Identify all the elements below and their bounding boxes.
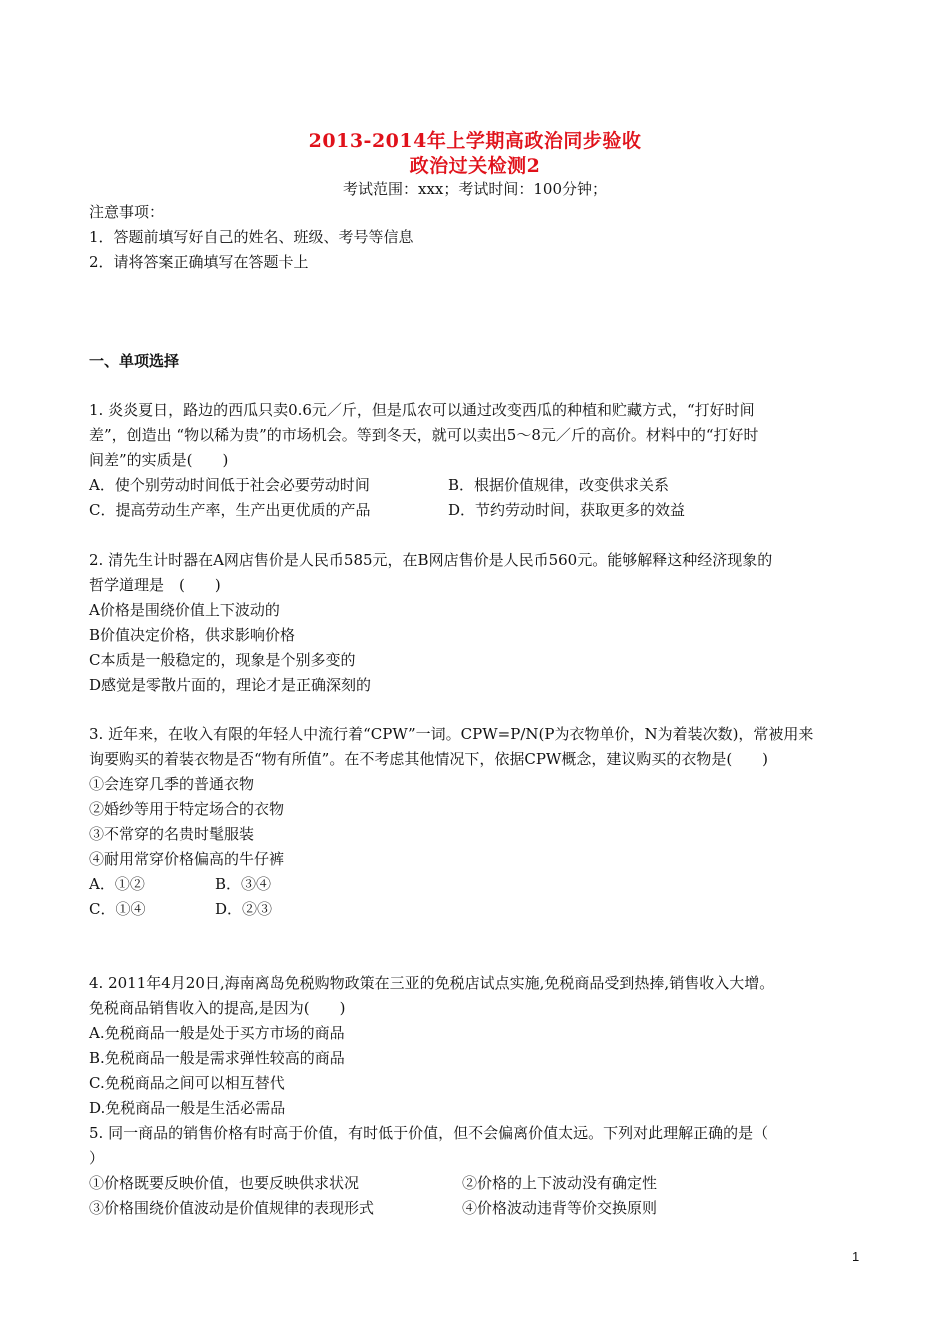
question-3-option-d: D．②③ [215, 900, 273, 918]
page-number: 1 [852, 1249, 860, 1264]
question-3-option-a: A．①② [89, 875, 145, 893]
question-1-option-d: D．节约劳动时间，获取更多的效益 [448, 501, 686, 519]
question-2-option-b: B价值决定价格，供求影响价格 [89, 626, 296, 644]
question-3-item: ④耐用常穿价格偏高的牛仔裤 [89, 850, 285, 868]
question-2-option-a: A价格是围绕价值上下波动的 [89, 601, 280, 619]
question-1-stem-line: 差”，创造出 “物以稀为贵”的市场机会。等到冬天，就可以卖出5～8元／斤的高价。材料中的“打好时 [89, 426, 759, 444]
question-5-stem-line: ） [89, 1149, 105, 1167]
notice-item: 2．请将答案正确填写在答题卡上 [89, 253, 309, 271]
question-3-item: ②婚纱等用于特定场合的衣物 [89, 800, 285, 818]
question-2-option-c: C本质是一般稳定的，现象是个别多变的 [89, 651, 356, 669]
question-5-stem-line: 5. 同一商品的销售价格有时高于价值，有时低于价值，但不会偏离价值太远。下列对此理解正确的是（ [89, 1124, 769, 1142]
exam-info: 考试范围：xxx；考试时间：100分钟； [342, 180, 607, 198]
question-2-stem-line: 2. 清先生计时器在A网店售价是人民币585元，在B网店售价是人民币560元。能够解释这种经济现象的 [89, 551, 773, 569]
question-1-option-c: C．提高劳动生产率，生产出更优质的产品 [89, 501, 371, 519]
question-5-item: ④价格波动违背等价交换原则 [462, 1199, 658, 1217]
question-4-option-c: C.免税商品之间可以相互替代 [89, 1074, 285, 1092]
question-1-stem-line: 间差”的实质是( ) [89, 451, 229, 469]
section-heading: 一、单项选择 [89, 352, 180, 370]
question-4-stem-line: 免税商品销售收入的提高,是因为( ) [89, 999, 346, 1017]
question-2-option-d: D感觉是零散片面的，理论才是正确深刻的 [89, 676, 372, 694]
question-3-item: ①会连穿几季的普通衣物 [89, 775, 255, 793]
question-5-item: ①价格既要反映价值，也要反映供求状况 [89, 1174, 360, 1192]
document-title: 2013-2014年上学期高政治同步验收 [308, 130, 642, 152]
question-3-option-b: B．③④ [215, 875, 272, 893]
question-5-item: ③价格围绕价值波动是价值规律的表现形式 [89, 1199, 375, 1217]
question-4-option-a: A.免税商品一般是处于买方市场的商品 [89, 1024, 345, 1042]
question-3-stem-line: 询要购买的着装衣物是否“物有所值”。在不考虑其他情况下，依据CPW概念，建议购买的衣物是( ) [89, 750, 769, 768]
notice-item: 1．答题前填写好自己的姓名、班级、考号等信息 [89, 228, 414, 246]
question-1-stem-line: 1. 炎炎夏日，路边的西瓜只卖0.6元／斤，但是瓜农可以通过改变西瓜的种植和贮藏方式，“打好时间 [89, 401, 755, 419]
notice-heading: 注意事项： [89, 203, 165, 221]
question-1-option-a: A．使个别劳动时间低于社会必要劳动时间 [89, 476, 370, 494]
question-4-option-b: B.免税商品一般是需求弹性较高的商品 [89, 1049, 345, 1067]
question-3-item: ③不常穿的名贵时髦服装 [89, 825, 255, 843]
document-subtitle: 政治过关检测2 [409, 155, 541, 177]
question-3-stem-line: 3. 近年来，在收入有限的年轻人中流行着“CPW”一词。CPW=P/N(P为衣物单价，N为着装次数)，常被用来 [89, 725, 814, 743]
question-1-option-b: B．根据价值规律，改变供求关系 [448, 476, 670, 494]
question-4-option-d: D.免税商品一般是生活必需品 [89, 1099, 286, 1117]
question-3-option-c: C．①④ [89, 900, 146, 918]
question-5-item: ②价格的上下波动没有确定性 [462, 1174, 658, 1192]
question-2-stem-line: 哲学道理是 ( ) [89, 576, 221, 594]
question-4-stem-line: 4. 2011年4月20日,海南离岛免税购物政策在三亚的免税店试点实施,免税商品受到热捧,销售收入大增。 [89, 974, 775, 992]
